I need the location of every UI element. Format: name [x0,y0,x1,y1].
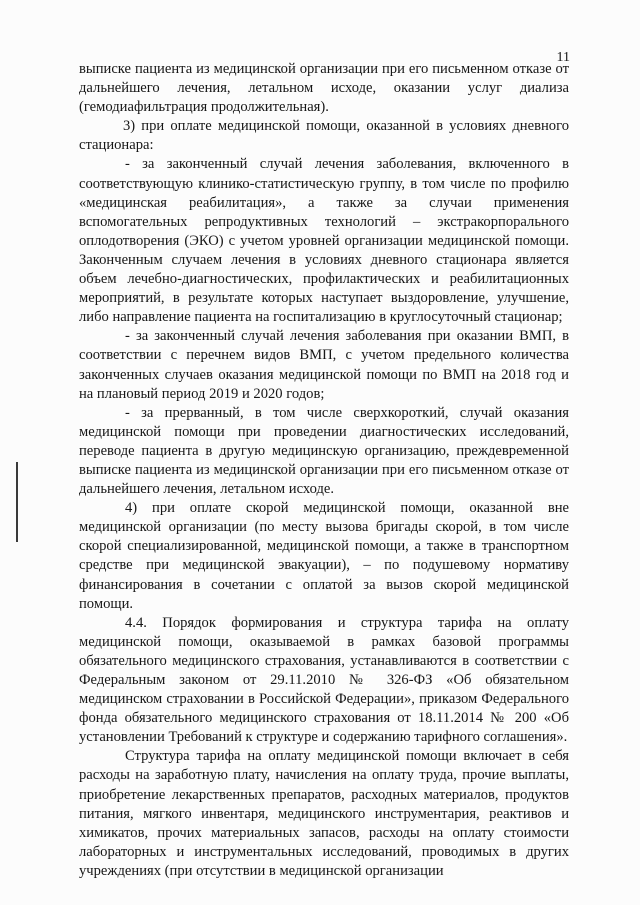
paragraph-tariff-procedure: 4.4. Порядок формирования и структура тарифа на оплату медицинской помощи, оказываемой в рамках базовой программы обязательного медицинского страхования, устанавливаются в соответствии с Федеральным законом от 29.11.2010 № 326-ФЗ «Об обязательном медицинском страховании в Российской Федерации», приказом Федерального фонда обязательного медицинского страхования от 18.11.2014 № 200 «Об установлении Требований к структуре и содержанию тарифного соглашения». [79,614,569,746]
paragraph-emergency-care: 4) при оплате скорой медицинской помощи, оказанной вне медицинской организации (по месту вызова бригады скорой, в том числе скорой специализированной, медицинской помощи, а также в транспортном средстве при медицинской эвакуации), – по подушевому нормативу финансирования в сочетании с оплатой за вызов скорой медицинской помощи. [79,500,569,612]
scan-margin-mark [16,462,18,542]
paragraph-completed-case: - за законченный случай лечения заболевания, включенного в соответствующую клинико-статистическую группу, в том числе по профилю «медицинская реабилитация», а также за случаи применения вспомогательных репродуктивных технологий – экстракорпорального оплодотворения (ЭКО) с учетом уровней организации медицинской помощи. Законченным случаем лечения в условиях дневного стационара является объем лечебно-диагностических, профилактических и реабилитационных мероприятий, в результате которых наступает выздоровление, улучшение, либо направление пациента на госпитализацию в круглосуточный стационар; [79,156,569,326]
paragraph-day-hospital-heading: 3) при оплате медицинской помощи, оказанной в условиях дневного стационара: [79,118,569,154]
document-body [79,60,569,881]
paragraph-continuation: выписке пациента из медицинской организации при его письменном отказе от дальнейшего лечения, летальном исходе, оказании услуг диализа (гемодиафильтрация продолжительная). [79,61,569,116]
page-number: 11 [556,50,570,65]
paragraph-tariff-structure: Структура тарифа на оплату медицинской помощи включает в себя расходы на заработную плату, начисления на оплату труда, прочие выплаты, приобретение лекарственных препаратов, расходных материалов, продуктов питания, мягкого инвентаря, медицинского инструментария, реактивов и химикатов, прочих материальных запасов, расходы на оплату стоимости лабораторных и инструментальных исследований, проводимых в других учреждениях (при отсутствии в медицинской организации [79,748,569,879]
paragraph-vmp-case: - за законченный случай лечения заболевания при оказании ВМП, в соответствии с перечнем видов ВМП, с учетом предельного количества законченных случаев оказания медицинской помощи по ВМП на 2018 год и на плановый период 2019 и 2020 годов; [79,328,569,402]
paragraph-interrupted-case: - за прерванный, в том числе сверхкороткий, случай оказания медицинской помощи при проведении диагностических исследований, переводе пациента в другую медицинскую организацию, преждевременной выписке пациента из медицинской организации при его письменном отказе от дальнейшего лечения, летальном исходе. [79,404,569,498]
